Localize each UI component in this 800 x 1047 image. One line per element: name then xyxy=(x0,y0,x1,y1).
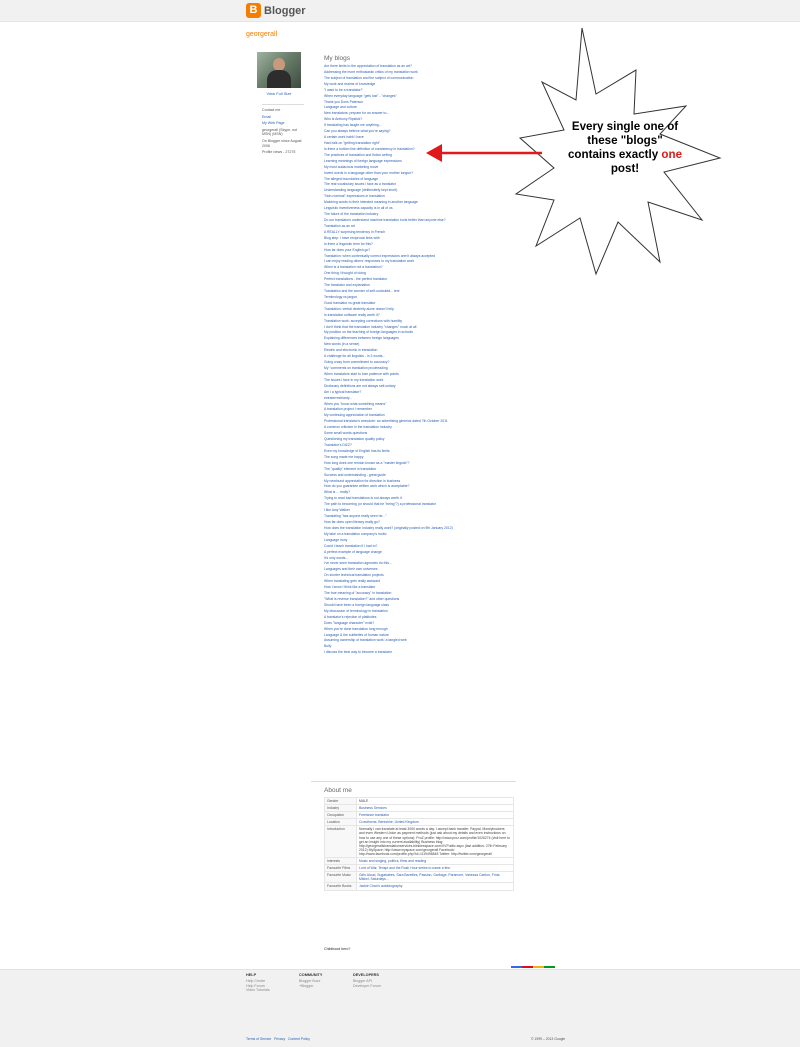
blog-link[interactable]: The future of the translation industry xyxy=(324,212,379,217)
blog-link[interactable]: My continuing appreciation of translation xyxy=(324,413,385,418)
footer-legal-links xyxy=(246,1037,310,1041)
blog-link[interactable]: My take on a translation company's motto xyxy=(324,531,387,536)
color-bar-blue xyxy=(511,966,522,968)
footer-link[interactable]: Help Forum xyxy=(246,983,265,988)
about-label: Favourite Music xyxy=(325,872,357,883)
blog-link[interactable]: Dictionary definitions are not always self-unitary xyxy=(324,383,396,388)
blog-link[interactable]: The subject of translation and the subject of communication xyxy=(324,75,414,80)
about-value[interactable]: Crowthorne, Berkshire, United Kingdom xyxy=(357,819,514,826)
about-row xyxy=(325,865,514,872)
blog-link[interactable]: Translation and the wonder of self-undoubtd... text xyxy=(324,289,400,294)
about-me-title: About me xyxy=(324,787,352,794)
blog-link[interactable]: A challenge for all linguists - in 3 words... xyxy=(324,354,386,359)
blog-link[interactable]: Who is Anthony Ripstick? xyxy=(324,117,363,122)
about-row xyxy=(325,858,514,865)
about-value: Normally I can translate at least 3000 words a day. I accept bank transfer, Paypal, Moneybookers and even Western Union as payment methods (just ask about my details and even instructions on how to use any one of these options). ProZ profile: http://www.proz.com/profile/1026274 (visit here to get an insight into my current availability) Business blog: http://georgerallstranslationservices.blinklesspace.com/XVPublic.aspx (last addition: 27th February 2012) MySpace: http://www.myspace.com/georgerall Facebook: http://www.facebook.com/profile.php?id=1119496848 Twitter: http://twitter.com/georgerall xyxy=(357,826,514,858)
blog-link[interactable]: When translating gets really awkward xyxy=(324,579,381,584)
about-label: Interests xyxy=(325,858,357,865)
blog-link[interactable]: I like Amy Walker xyxy=(324,508,350,513)
blog-link[interactable]: Language & the subtleties of human nature xyxy=(324,632,389,637)
about-value: MALE xyxy=(357,798,514,805)
blog-link[interactable]: Matching words to their intended meaning in another language xyxy=(324,200,418,205)
childhood-hero-link[interactable]: Childhood hero? xyxy=(324,947,351,951)
blog-link[interactable]: "Non-nominal" expressions in translation xyxy=(324,194,385,199)
blog-link[interactable]: Languages and their own universes xyxy=(324,567,378,572)
google-color-bar xyxy=(511,966,555,968)
footer-link[interactable]: Video Tutorials xyxy=(246,988,270,993)
blog-link[interactable]: Bully xyxy=(324,644,332,649)
blog-link[interactable]: A certain work habit I have xyxy=(324,135,364,140)
content-policy-link[interactable]: Content Policy xyxy=(288,1037,310,1041)
blog-link[interactable]: Is there a linguistic term for this? xyxy=(324,241,373,246)
terms-link[interactable]: Terms of Service xyxy=(246,1037,272,1041)
blog-link[interactable]: Does "language character" exist? xyxy=(324,620,375,625)
about-row xyxy=(325,872,514,883)
my-blogs-title: My blogs xyxy=(324,55,351,62)
footer-developers xyxy=(353,973,381,988)
blog-link[interactable]: When translators start to lose patience with points xyxy=(324,371,399,376)
callout-emphasis: one xyxy=(661,148,683,161)
arrow-head xyxy=(426,144,442,162)
blog-link[interactable]: On shorter technical translation projects xyxy=(324,573,384,578)
blog-link[interactable]: My most audacious marketing move xyxy=(324,164,379,169)
blog-link[interactable]: I don't think that the translation industry "changes" much at all xyxy=(324,324,417,329)
footer-link[interactable]: Blogger API xyxy=(353,978,372,983)
blog-link[interactable]: Should have been a foreign language class xyxy=(324,602,390,607)
contact-box xyxy=(262,104,304,157)
footer-help-title: HELP xyxy=(246,973,257,977)
blogger-since: On Blogger since August 2006 xyxy=(262,138,302,148)
blogger-logo-text: Blogger xyxy=(264,4,306,17)
about-label: Occupation xyxy=(325,812,357,819)
callout-line-1: Every single one of xyxy=(571,120,679,133)
blog-link[interactable]: Translation: when contextually correct expressions aren't always accepted xyxy=(324,253,436,258)
blog-link[interactable]: Linguistic inventiveness capacity is in all of us xyxy=(324,206,393,211)
top-bar xyxy=(0,0,800,22)
blog-link[interactable]: Is there a bottom line definition of consistency in translation? xyxy=(324,146,415,151)
blogger-logo[interactable] xyxy=(246,3,306,18)
blog-link[interactable]: When you "know what something means" xyxy=(324,401,387,406)
blog-link[interactable]: Thank you Doris Paterson xyxy=(324,99,364,104)
blog-link[interactable]: Translating "has anyone really seen he..." xyxy=(324,514,387,519)
profile-views: Profile views - 27275 xyxy=(262,150,296,155)
blog-link[interactable]: Terminology vs jargon xyxy=(324,294,357,299)
blog-link[interactable]: Even my knowledge of English has its limits xyxy=(324,448,390,453)
about-row xyxy=(325,883,514,890)
blog-link[interactable]: Translation work: accepting corrections with humility xyxy=(324,318,403,323)
blog-link[interactable]: Language irony xyxy=(324,537,348,542)
about-value[interactable]: Lord of War, Tenspt and the Rush Hour series to name a few. xyxy=(357,865,514,872)
color-bar-red xyxy=(522,966,533,968)
blog-link[interactable]: The alleged boundaries of language xyxy=(324,176,379,181)
blog-link[interactable]: It's only words... xyxy=(324,555,349,560)
blog-link[interactable]: A common criticism in the translation industry xyxy=(324,425,392,430)
blog-link[interactable]: Professional translator's anecdote: an advertising gimmick dated 7th October 2011 xyxy=(324,419,448,424)
blog-link[interactable]: Addressing the more enthusiastic critics of my translation work xyxy=(324,69,418,74)
blog-link[interactable]: Is translation software really worth it? xyxy=(324,312,380,317)
blog-link[interactable]: The real vocabulary issues I face as a translator xyxy=(324,182,396,187)
blog-link[interactable]: New words (in a sense) xyxy=(324,342,360,347)
callout-line-4: post! xyxy=(610,162,640,175)
about-label: Location xyxy=(325,819,357,826)
blog-link[interactable]: Trying to read bad translations is not always worth it xyxy=(324,496,402,501)
about-label: Favourite Films xyxy=(325,865,357,872)
footer-community-title: COMMUNITY xyxy=(299,973,323,977)
blog-link[interactable]: Going crazy from commitment to accuracy? xyxy=(324,360,390,365)
footer-link[interactable]: Blogger Buzz xyxy=(299,978,321,983)
blog-link[interactable]: The path to becoming (or should that be "being"?) a professional translator xyxy=(324,502,436,507)
about-row xyxy=(325,819,514,826)
about-value[interactable]: Girls Aloud, Sugababes, Sara Bareilles, Passion, Garbage, Paramore, Vanessa Carlton, Frida Mikkel, Saturdays... xyxy=(357,872,514,883)
blog-link[interactable]: My work and realms of knowledge xyxy=(324,81,376,86)
email-link[interactable]: Email xyxy=(262,114,271,119)
about-value[interactable]: Music and singing, politics, films and reading xyxy=(357,858,514,865)
footer-link[interactable]: Developer Forum xyxy=(353,983,381,988)
blog-link[interactable]: Invent words in a language other than your mother tongue? xyxy=(324,170,413,175)
about-row xyxy=(325,805,514,812)
footer-link[interactable]: +Blogger xyxy=(299,983,314,988)
blog-link[interactable]: New translators: prepare for an answer to... xyxy=(324,111,390,116)
blog-link[interactable]: Assuming ownership of translation work: a tangled web xyxy=(324,638,407,643)
about-value[interactable]: Business Services xyxy=(357,805,514,812)
blog-link[interactable]: Questioning my translation quality policy xyxy=(324,437,385,442)
profile-photo-column xyxy=(257,52,301,96)
blog-link[interactable]: My position on the teaching of foreign languages in schools xyxy=(324,330,413,335)
blog-link[interactable]: Electric and electronic in translation xyxy=(324,348,378,353)
blog-link[interactable]: Are there limits to the appreciation of translation as an art? xyxy=(324,64,412,68)
blog-link[interactable]: Do our translators understand machine translation tools better than anyone else? xyxy=(324,217,446,222)
blog-link[interactable]: My discussion of terminology in translation xyxy=(324,608,388,613)
view-full-size-link[interactable]: View Full Size xyxy=(266,91,292,96)
callout-text xyxy=(560,120,690,176)
about-row xyxy=(325,798,514,805)
blog-link[interactable]: Hard talk on "getting translation right" xyxy=(324,140,380,145)
about-label: Favourite Books xyxy=(325,883,357,890)
blog-link[interactable]: Understanding language (deliberately kept short) xyxy=(324,188,398,193)
blog-link[interactable]: The translator and explanation xyxy=(324,283,370,288)
footer-link[interactable]: Help Centre xyxy=(246,978,266,983)
footer-band xyxy=(0,969,800,1047)
contact-label: Contact me xyxy=(262,108,281,112)
about-label: Gender xyxy=(325,798,357,805)
blog-link[interactable]: I've never seen translation agencies do this... xyxy=(324,561,392,566)
blogger-icon: B xyxy=(246,3,261,18)
about-row xyxy=(325,826,514,858)
blog-link[interactable]: Am I a typical translator? xyxy=(324,389,362,394)
blog-link[interactable]: Translation: verbal dexterity alone doesn't help xyxy=(324,306,394,311)
blog-link[interactable]: How long does one remain known as a "master linguist"? xyxy=(324,460,410,465)
blog-link[interactable]: Can you always believe what you're saying? xyxy=(324,129,391,134)
blog-link[interactable]: A perfect example of language change xyxy=(324,549,382,554)
about-me-section xyxy=(311,781,516,891)
about-value[interactable]: Jackie Chan's autobiography xyxy=(357,883,514,890)
blog-link[interactable]: If translating has taught me anything... xyxy=(324,123,382,128)
about-row xyxy=(325,812,514,819)
blog-link[interactable]: Translator's DIZZ? xyxy=(324,443,352,447)
blog-link[interactable]: How I know I think like a translator xyxy=(324,585,376,590)
blog-link[interactable]: When is a translation not a translation? xyxy=(324,265,383,270)
about-label: Introduction xyxy=(325,826,357,858)
about-label: Industry xyxy=(325,805,357,812)
blog-link[interactable]: The practices of translation and fiction writing xyxy=(324,152,392,157)
blog-link[interactable]: A REALLY surprising tendency in French xyxy=(324,229,386,234)
blog-link[interactable]: I discuss the best way to become a translator xyxy=(324,650,392,655)
copyright: © 1999 – 2013 Google xyxy=(531,1037,566,1041)
blog-link[interactable]: "What is reverse translation?" and other questions xyxy=(324,596,400,601)
footer-help xyxy=(246,973,270,993)
blog-link[interactable]: The song made me happy xyxy=(324,454,364,459)
callout-line-3-pre: contains exactly xyxy=(567,148,662,161)
blog-link[interactable]: Good translator vs great translator xyxy=(324,300,376,305)
color-bar-yellow xyxy=(533,966,544,968)
blog-link[interactable]: What is ... really? xyxy=(324,490,351,495)
blog-link[interactable]: I can enjoy reading others' responses to my translation work xyxy=(324,259,415,264)
blog-link[interactable]: Could I teach translation if I had to? xyxy=(324,543,378,548)
privacy-link[interactable]: Privacy xyxy=(274,1037,286,1041)
blog-link[interactable]: Language and culture xyxy=(324,105,357,110)
color-bar-green xyxy=(544,966,555,968)
blog-link[interactable]: How far does your English go? xyxy=(324,247,371,252)
blog-link[interactable]: Blog step: I have reciprocal links with xyxy=(324,235,380,240)
blog-link[interactable]: A translator's rejection of platitudes xyxy=(324,614,377,619)
blog-link[interactable]: extraterrestrianty... xyxy=(324,395,353,400)
web-page-link[interactable]: My Web Page xyxy=(262,121,285,126)
callout-line-3 xyxy=(560,148,690,162)
blog-link[interactable]: How does the translation industry really work? (originally posted on 9th January 2012) xyxy=(324,525,453,530)
blog-link[interactable]: The true meaning of "accuracy" in translation xyxy=(324,591,392,596)
footer-community xyxy=(299,973,322,988)
blog-link[interactable]: How far does open literacy really go? xyxy=(324,519,380,524)
blog-link[interactable]: Some small words questions xyxy=(324,431,368,436)
about-value[interactable]: Freelance translator xyxy=(357,812,514,819)
blog-link[interactable]: The issues I face in my translation work xyxy=(324,377,384,382)
callout-line-2: these "blogs" xyxy=(587,134,663,147)
blog-link[interactable]: Learning meanings of foreign language expressions xyxy=(324,158,402,163)
avatar[interactable] xyxy=(257,52,301,88)
blog-link[interactable]: How do you guarantee written work which is acceptable? xyxy=(324,484,410,489)
blog-link[interactable]: The "quality" element in translation xyxy=(324,466,377,471)
avatar-body xyxy=(267,70,291,88)
blog-link[interactable]: When everyday language "gets lost" - "changes" xyxy=(324,93,397,98)
profile-username: georgerall xyxy=(246,31,278,38)
callout-arrow xyxy=(424,138,544,168)
about-me-table xyxy=(324,797,514,891)
blog-link[interactable]: When you're done translation long enough xyxy=(324,626,388,631)
blog-link[interactable]: Perfect translations - the perfect translator xyxy=(324,277,388,282)
blog-link[interactable]: Translation as an art xyxy=(324,223,355,228)
blog-link[interactable]: "I want to be a translator!" xyxy=(324,87,363,92)
im-info: georgerall (Skype, not MSN) (MSN) xyxy=(262,127,298,137)
blog-link[interactable]: A translation project I remember xyxy=(324,407,373,412)
blog-link[interactable]: Explaining differences between foreign languages xyxy=(324,336,399,341)
blog-link[interactable]: My newfound appreciation for direction in business xyxy=(324,478,401,483)
footer-developers-title: DEVELOPERS xyxy=(353,973,379,977)
blog-link[interactable]: One thing I thought of doing xyxy=(324,271,366,276)
blog-link[interactable]: Success and understanding - great guide xyxy=(324,472,386,477)
blog-link[interactable]: My "comments on translation proofreading xyxy=(324,366,388,371)
